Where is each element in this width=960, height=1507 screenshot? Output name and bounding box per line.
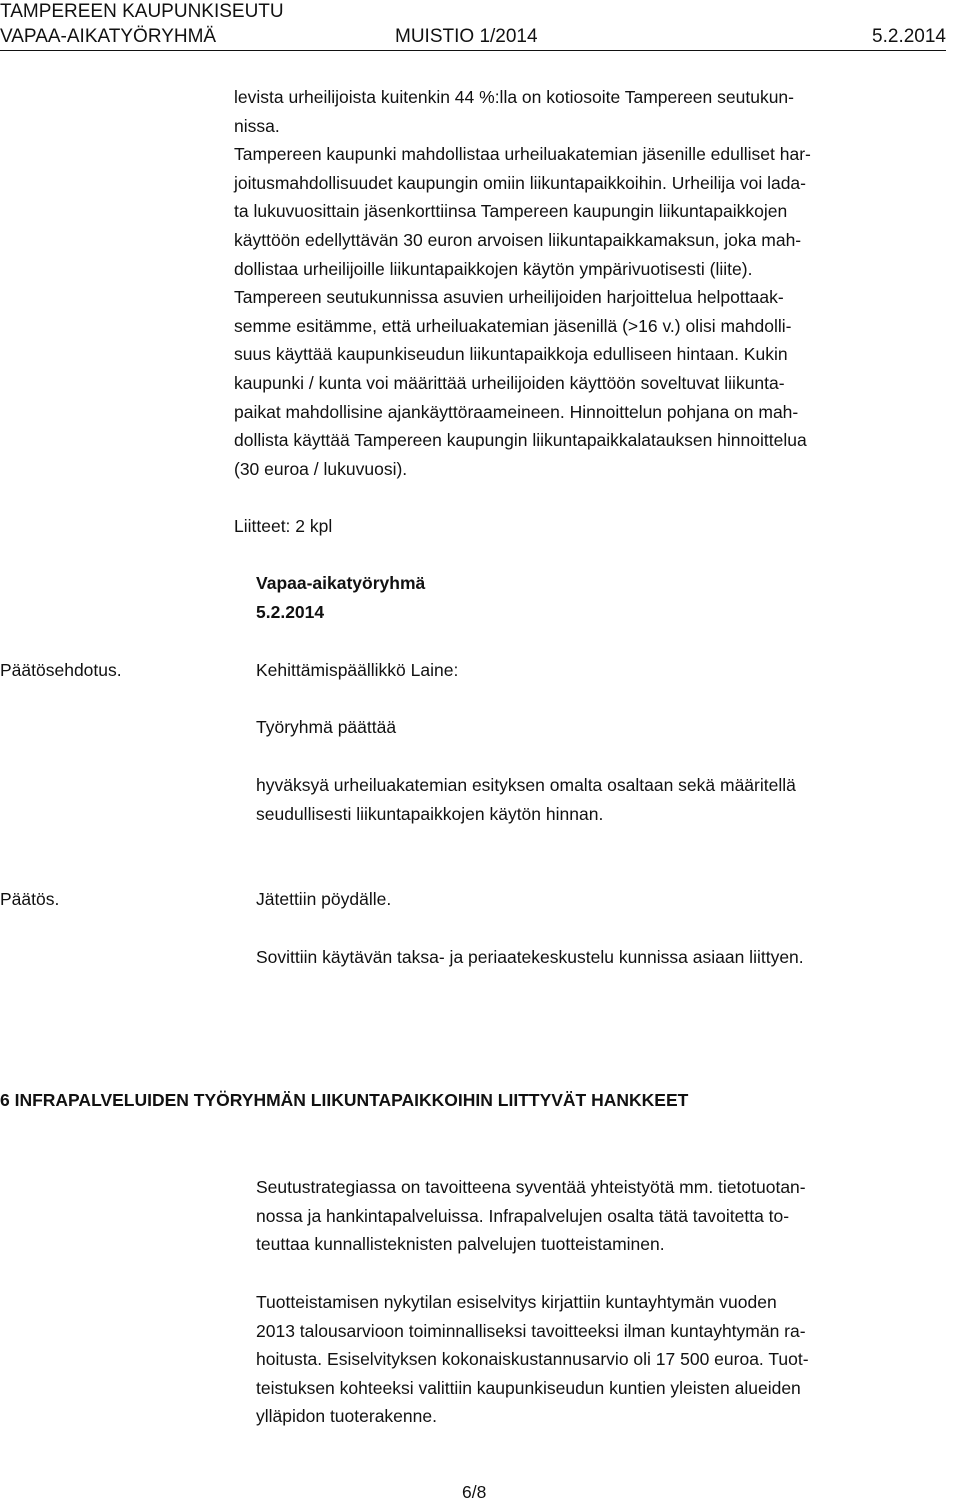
text-line: Tampereen seutukunnissa asuvien urheilijoiden harjoittelua helpottaak- (234, 287, 784, 308)
text-line: levista urheilijoista kuitenkin 44 %:lla on kotiosoite Tampereen seutukun- (234, 87, 794, 107)
text-line: joitusmahdollisuudet kaupungin omiin liikuntapaikkoihin. Urheilija voi lada- (234, 172, 806, 193)
header-memo: MUISTIO 1/2014 (395, 26, 538, 47)
text-line: ylläpidon tuoterakenne. (256, 1406, 437, 1427)
header-organization: TAMPEREEN KAUPUNKISEUTU (0, 1, 284, 22)
section-heading: 6 INFRAPALVELUIDEN TYÖRYHMÄN LIIKUNTAPAIKKOIHIN LIITTYVÄT HANKKEET (0, 1090, 689, 1110)
text-line: paikat mahdollisine ajankäyttöraameineen. Hinnoittelun pohjana on mah- (234, 401, 799, 422)
section-paragraph-1 (256, 1173, 956, 1259)
text-line: dollista käyttää Tampereen kaupungin liikuntapaikkalatauksen hinnoittelua (234, 430, 807, 451)
intro-paragraph (234, 83, 956, 483)
text-line: teistuksen kohteeksi valittiin kaupunkiseudun kuntien yleisten alueiden (256, 1377, 801, 1398)
text-line: Tuotteistamisen nykytilan esiselvitys kirjattiin kuntayhtymän vuoden (256, 1292, 777, 1312)
decision-text: Jätettiin pöydälle. (256, 889, 392, 909)
page-number: 6/8 (462, 1482, 487, 1502)
text-line: teuttaa kunnallisteknisten palvelujen tuotteistaminen. (256, 1234, 665, 1255)
header-date: 5.2.2014 (872, 26, 946, 47)
text-line: (30 euroa / lukuvuosi). (234, 458, 408, 479)
text-line: kaupunki / kunta voi määrittää urheilijoiden käyttöön soveltuvat liikunta- (234, 372, 785, 393)
text-line: nissa. (234, 115, 280, 136)
proposal-label: Päätösehdotus. (0, 660, 122, 680)
section-paragraph-2 (256, 1288, 956, 1431)
attachments-note: Liitteet: 2 kpl (234, 516, 333, 536)
text-line: Tampereen kaupunki mahdollistaa urheiluakatemian jäsenille edulliset har- (234, 144, 811, 165)
signature-name: Vapaa-aikatyöryhmä (256, 573, 426, 593)
proposal-decides: Työryhmä päättää (256, 717, 397, 737)
text-line: seudullisesti liikuntapaikkojen käytön hinnan. (256, 803, 604, 824)
text-line: hyväksyä urheiluakatemian esityksen omalta osaltaan sekä määritellä (256, 775, 796, 795)
text-line: Seutustrategiassa on tavoitteena syventää yhteistyötä mm. tietotuotan- (256, 1177, 806, 1197)
header-group: VAPAA-AIKATYÖRYHMÄ (0, 26, 217, 47)
text-line: 2013 talousarvioon toiminnalliseksi tavoitteeksi ilman kuntayhtymän ra- (256, 1320, 806, 1341)
page-header (0, 0, 960, 52)
text-line: semme esitämme, että urheiluakatemian jäsenillä (>16 v.) olisi mahdolli- (234, 315, 792, 336)
signature-date: 5.2.2014 (256, 601, 325, 622)
proposal-author: Kehittämispäällikkö Laine: (256, 660, 459, 680)
text-line: hoitusta. Esiselvityksen kokonaiskustannusarvio oli 17 500 euroa. Tuot- (256, 1349, 809, 1370)
proposal-text (256, 771, 956, 828)
text-line: nossa ja hankintapalveluissa. Infrapalvelujen osalta tätä tavoitetta to- (256, 1205, 790, 1226)
text-line: ta lukuvuosittain jäsenkorttiinsa Tampereen kaupungin liikuntapaikkojen (234, 201, 788, 222)
text-line: suus käyttää kaupunkiseudun liikuntapaikkoja edulliseen hintaan. Kukin (234, 344, 788, 365)
signature-block (256, 569, 756, 626)
text-line: dollistaa urheilijoille liikuntapaikkojen käytön ympärivuotisesti (liite). (234, 258, 753, 279)
decision-agreed: Sovittiin käytävän taksa- ja periaatekeskustelu kunnissa asiaan liittyen. (256, 947, 804, 967)
decision-label: Päätös. (0, 889, 60, 909)
text-line: käyttöön edellyttävän 30 euron arvoisen liikuntapaikkamaksun, joka mah- (234, 229, 802, 250)
header-row (0, 24, 946, 51)
